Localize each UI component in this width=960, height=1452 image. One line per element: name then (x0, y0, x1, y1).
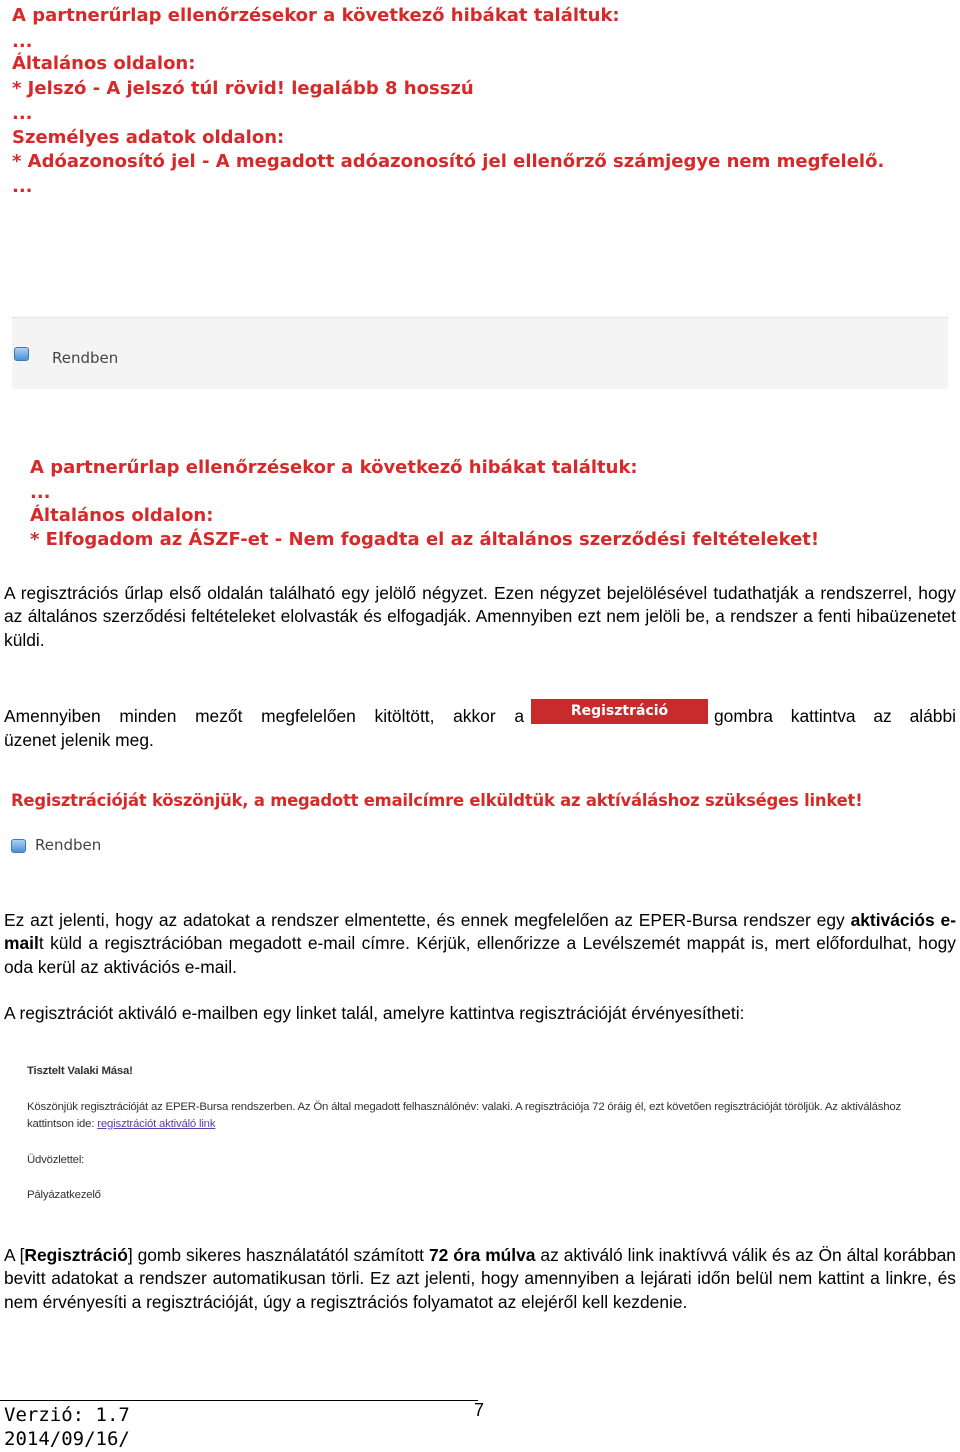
error-ellipsis: ... (12, 31, 33, 52)
error-item-password: * Jelszó - A jelszó túl rövid! legalább 8 hosszú (12, 78, 474, 99)
paragraph-checkbox-info: A regisztrációs űrlap első oldalán található egy jelölő négyzet. Ezen négyzet bejelölésével tudathatják a rendszerrel, hogy az általános szerződési feltételeket elolvasták és elfogadják. Amennyiben ezt nem jelöli be, a rendszer a fenti hibaüzenetet küldi. (4, 583, 956, 650)
error-heading: A partnerűrlap ellenőrzésekor a következő hibákat találtuk: (12, 5, 620, 26)
registration-thanks-message: Regisztrációját köszönjük, a megadott emailcímre elküldtük az aktíváláshoz szükséges linket! (11, 791, 863, 810)
bold-text: Regisztráció (24, 1245, 128, 1265)
text: az aktiváló link inaktívvá válik és az Ön által korábban bevitt adatokat a rendszer automatikusan törli. Ez azt jelenti, hogy amennyiben a lejárati időn belül nem kattint a linkre, és nem érvényesíti a regisztrációját, úgy a regisztrációs folyamatot az elejéről kell kezdenie. (4, 1245, 956, 1312)
error-section-general: Általános oldalon: (12, 53, 196, 74)
error-ellipsis: ... (30, 482, 51, 503)
error-item-taxid: * Adóazonosító jel - A megadott adóazonosító jel ellenőrző számjegye nem megfelelő. (12, 151, 885, 172)
bold-text: aktivációs e-mail (4, 910, 956, 954)
ok-button-label: Rendben (35, 836, 102, 854)
email-sender: Pályázatkezelő (27, 1189, 101, 1201)
email-body: Köszönjük regisztrációját az EPER-Bursa rendszerben. Az Ön által megadott felhasználónév: valaki. A regisztrációja 72 óráig él, ezt követően regisztrációját töröljük. Az aktiváláshoz (27, 1101, 902, 1113)
email-greeting: Tisztelt Valaki Mása! (27, 1065, 133, 1077)
error-item-terms: * Elfogadom az ÁSZF-et - Nem fogadta el az általános szerződési feltételeket! (30, 529, 820, 550)
ok-button[interactable] (11, 836, 131, 860)
ok-button[interactable] (14, 346, 154, 372)
bold-text: 72 óra múlva (428, 1245, 536, 1265)
paragraph-expiry-info (4, 1244, 956, 1314)
ok-icon (11, 839, 26, 853)
error-ellipsis: ... (12, 103, 33, 124)
footer-version: Verzió: 1.7 (4, 1404, 130, 1426)
ok-button-label: Rendben (52, 349, 119, 367)
paragraph-activation-link: A regisztrációt aktiváló e-mailben egy linket talál, amelyre kattintva regisztrációját érvényesítheti: (4, 1003, 745, 1023)
paragraph-register-line2: üzenet jelenik meg. (4, 730, 154, 750)
error-section-personal: Személyes adatok oldalon: (12, 127, 285, 148)
paragraph-register-after: gombra kattintva az alábbi (714, 706, 956, 726)
paragraph-register-before: Amennyiben minden mezőt megfelelően kitöltött, akkor a (4, 706, 524, 726)
activation-link[interactable]: regisztrációt aktiváló link (97, 1118, 216, 1130)
error-section-general: Általános oldalon: (30, 505, 214, 526)
text: Ez azt jelenti, hogy az adatokat a rendszer elmentette, és ennek megfelelően az EPER-Bursa rendszer egy (4, 910, 845, 930)
footer-date: 2014/09/16/ (4, 1428, 130, 1450)
footer-divider (0, 1400, 478, 1401)
text: kattintson ide: (27, 1118, 95, 1130)
error-ellipsis: ... (12, 176, 33, 197)
page-number: 7 (474, 1400, 485, 1420)
error-heading: A partnerűrlap ellenőrzésekor a következő hibákat találtuk: (30, 457, 638, 478)
text: A [ (4, 1245, 25, 1265)
email-regards: Üdvözlettel: (27, 1154, 85, 1166)
text: t küld a regisztrációban megadott e-mail címre. Kérjük, ellenőrizze a Levélszemét mappát is, mert előfordulhat, hogy oda kerül az aktivációs e-mail. (4, 933, 956, 977)
text: ] gomb sikeres használatától számított (127, 1245, 429, 1265)
paragraph-saved-info (4, 909, 956, 979)
ok-icon (14, 347, 29, 361)
ok-panel (12, 317, 948, 389)
email-body-link-line (27, 1118, 215, 1130)
register-button[interactable]: Regisztráció (531, 699, 708, 724)
